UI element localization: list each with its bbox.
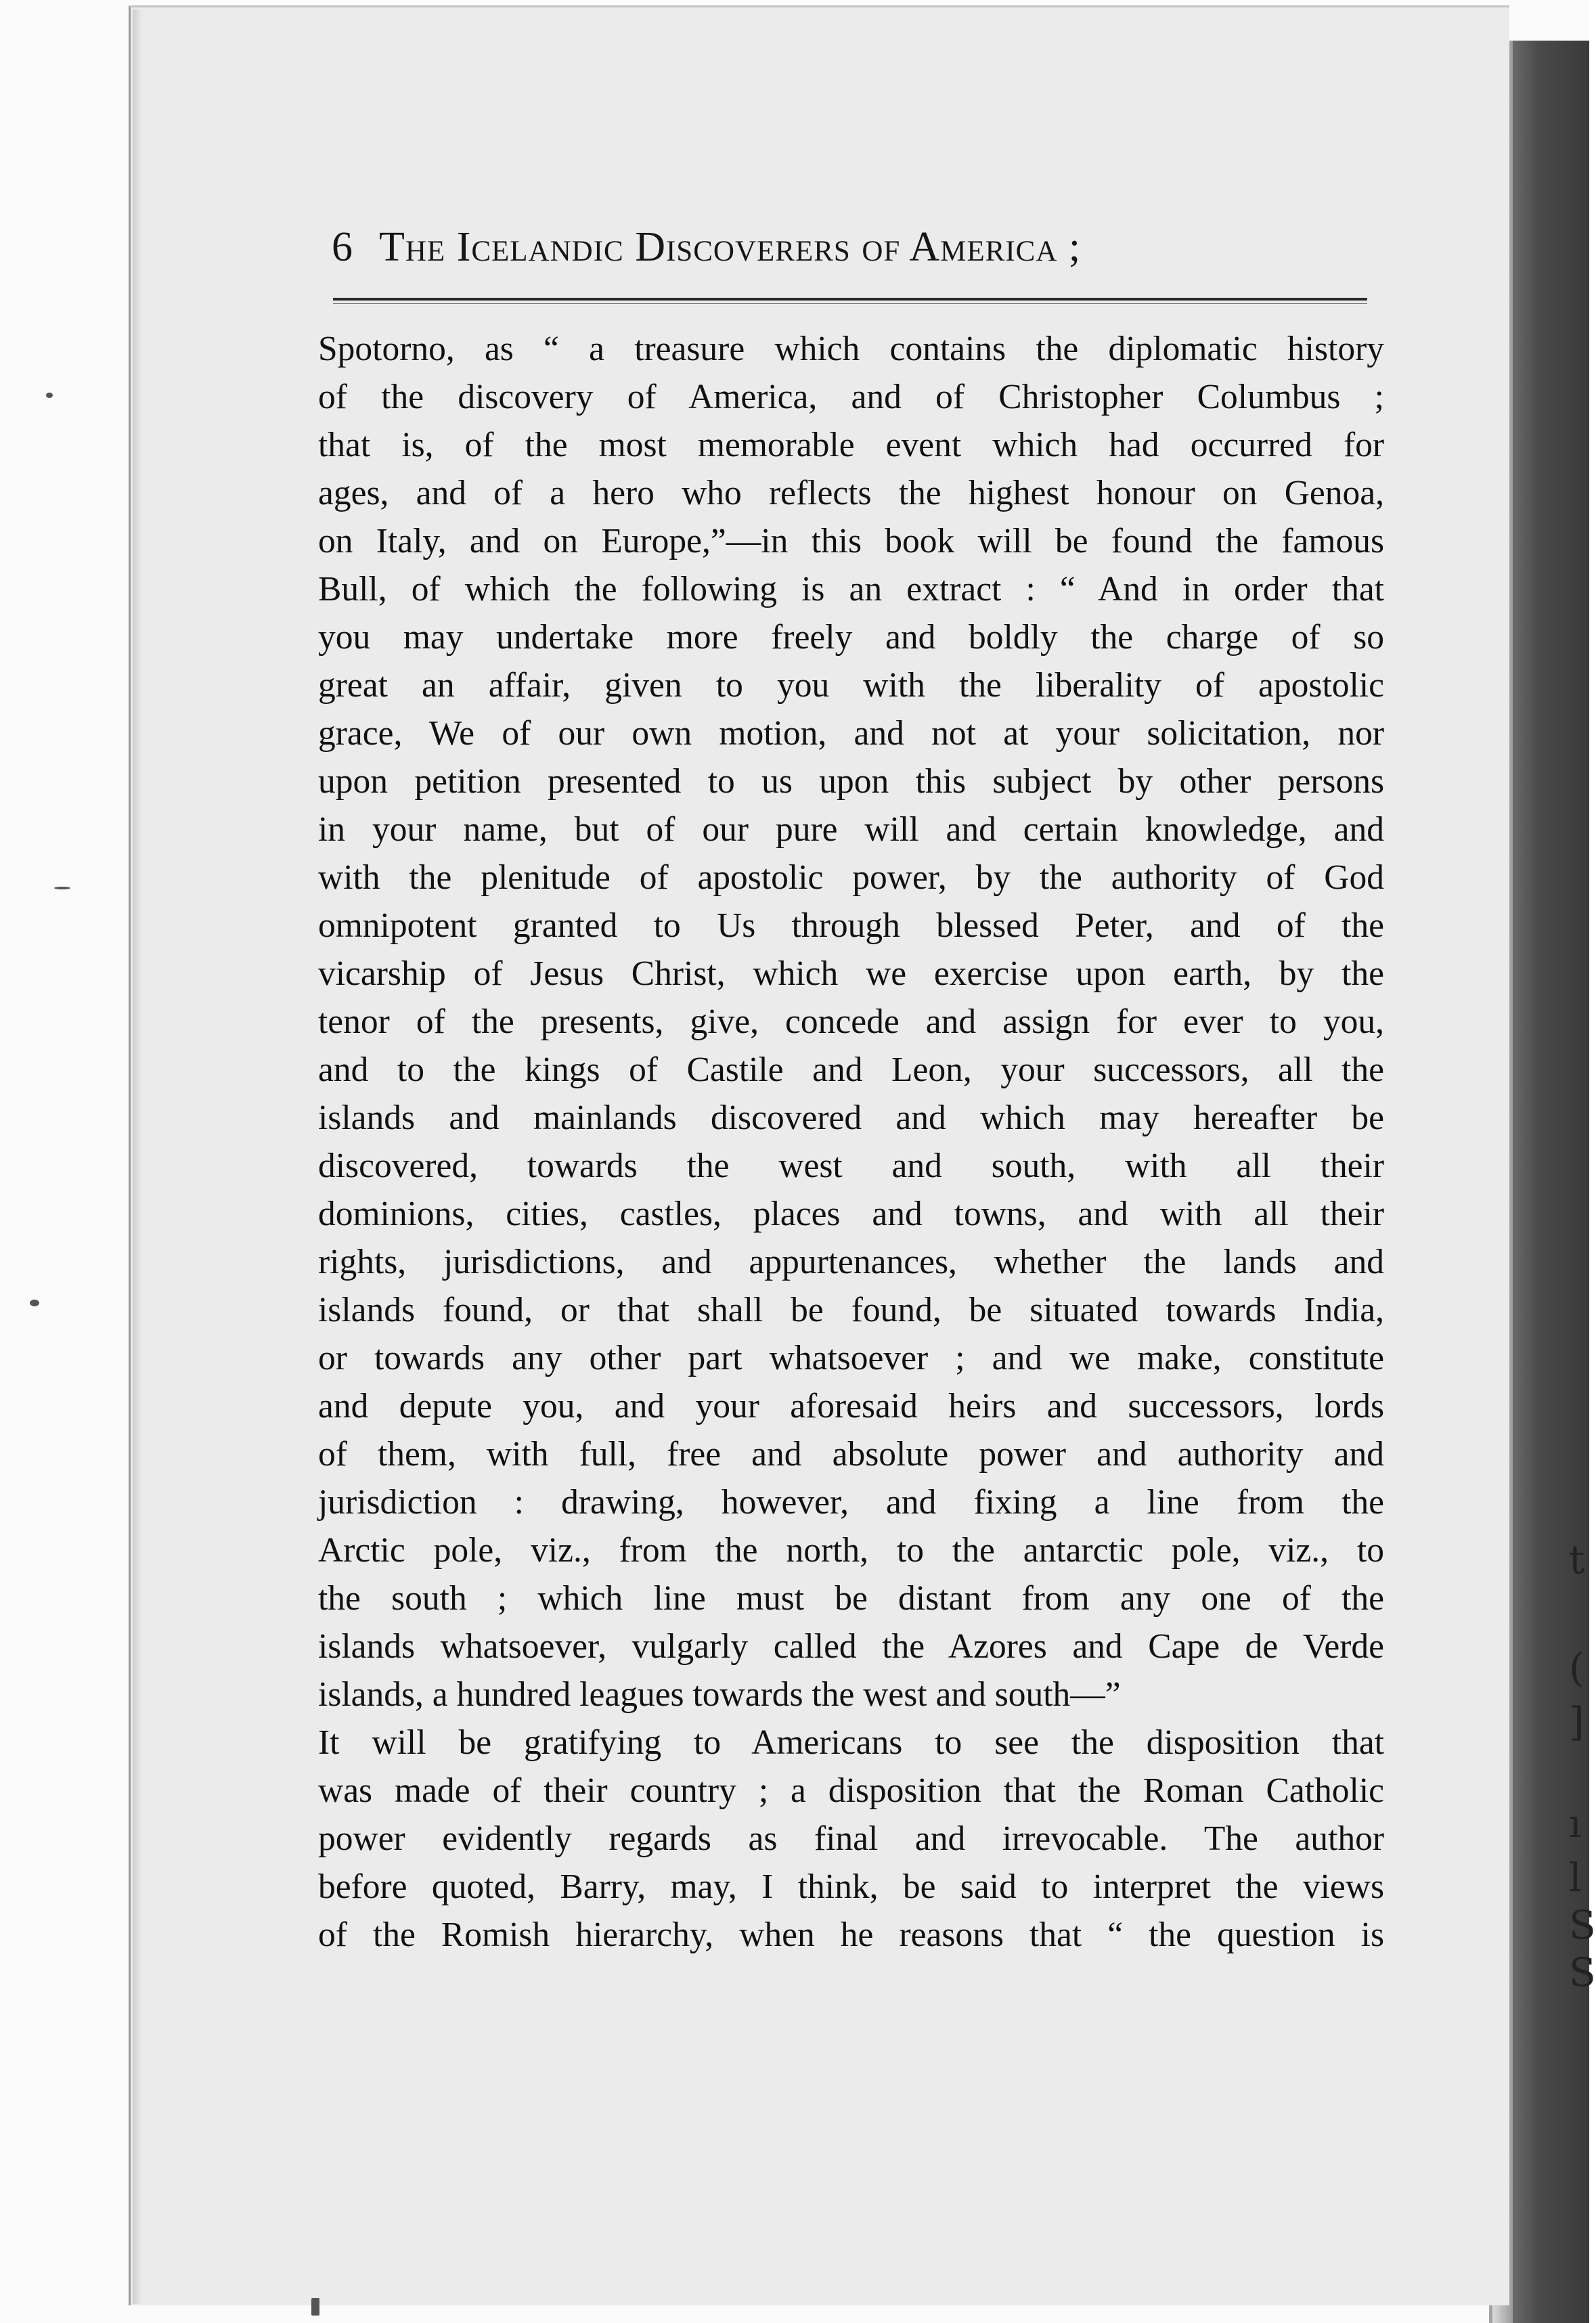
page-number: 6 — [332, 224, 353, 270]
page-left-shade — [133, 9, 142, 2304]
adjacent-page-fragment: ( — [1569, 1645, 1584, 1691]
text-line: islands whatsoever, vulgarly called the Azores and Cape de Verde — [318, 1627, 1384, 1666]
text-line: tenor of the presents, give, concede and assign for ever to you, — [318, 1002, 1384, 1041]
text-line: on Italy, and on Europe,”—in this book will be found the famous — [318, 522, 1384, 560]
text-line: before quoted, Barry, may, I think, be said to interpret the views — [318, 1867, 1384, 1906]
text-line: of them, with full, free and absolute power and authority and — [318, 1435, 1384, 1474]
text-line: Spotorno, as “ a treasure which contains the diplomatic history — [318, 330, 1384, 368]
text-line: dominions, cities, castles, places and towns, and with all their — [318, 1195, 1384, 1233]
text-line: in your name, but of our pure will and certain knowledge, and — [318, 810, 1384, 849]
text-line: rights, jurisdictions, and appurtenances, whether the lands and — [318, 1243, 1384, 1281]
text-line: jurisdiction : drawing, however, and fixing a line from the — [318, 1483, 1384, 1522]
text-line: was made of their country ; a disposition that the Roman Catholic — [318, 1771, 1384, 1810]
adjacent-page-fragment: ı — [1569, 1800, 1582, 1846]
text-line: discovered, towards the west and south, with all their — [318, 1147, 1384, 1185]
scan-speck — [311, 2298, 319, 2316]
text-line: power evidently regards as final and irrevocable. The author — [318, 1819, 1384, 1858]
text-line: and depute you, and your aforesaid heirs and successors, lords — [318, 1387, 1384, 1425]
adjacent-page-fragment: S — [1569, 1902, 1596, 1948]
text-line: islands and mainlands discovered and which may hereafter be — [318, 1099, 1384, 1137]
adjacent-page-fragment: l — [1569, 1855, 1582, 1901]
text-line: Bull, of which the following is an extract : “ And in order that — [318, 570, 1384, 609]
text-line: islands found, or that shall be found, be situated towards India, — [318, 1291, 1384, 1329]
text-line: grace, We of our own motion, and not at your solicitation, nor — [318, 714, 1384, 753]
text-line: or towards any other part whatsoever ; and we make, constitute — [318, 1339, 1384, 1377]
adjacent-page-fragment: ] — [1569, 1699, 1584, 1745]
text-line: It will be gratifying to Americans to see the disposition that — [318, 1723, 1384, 1762]
text-line: ages, and of a hero who reflects the highest honour on Genoa, — [318, 474, 1384, 512]
text-line: Arctic pole, viz., from the north, to the antarctic pole, viz., to — [318, 1531, 1384, 1570]
paragraph — [318, 1719, 1384, 1959]
adjacent-page-fragment: t — [1569, 1536, 1585, 1583]
header-title: The Icelandic Discoverers of America ; — [379, 224, 1082, 270]
text-line: and to the kings of Castile and Leon, your successors, all the — [318, 1050, 1384, 1089]
text-line: that is, of the most memorable event which had occurred for — [318, 426, 1384, 464]
text-line: omnipotent granted to Us through blessed Peter, and of the — [318, 906, 1384, 945]
paragraph — [318, 325, 1384, 1719]
text-line: islands, a hundred leagues towards the west and south—” — [318, 1675, 1121, 1714]
text-line: upon petition presented to us upon this subject by other persons — [318, 762, 1384, 801]
text-line: you may undertake more freely and boldly the charge of so — [318, 618, 1384, 657]
text-line: the south ; which line must be distant from any one of the — [318, 1579, 1384, 1618]
text-line: of the Romish hierarchy, when he reasons that “ the question is — [318, 1916, 1384, 1954]
text-line: of the discovery of America, and of Christopher Columbus ; — [318, 378, 1384, 416]
text-line: with the plenitude of apostolic power, by the authority of God — [318, 858, 1384, 897]
scan-speck — [46, 393, 53, 398]
header-rule — [333, 298, 1367, 301]
header-rule-thin — [333, 303, 1367, 304]
text-line: vicarship of Jesus Christ, which we exercise upon earth, by the — [318, 954, 1384, 993]
text-line: great an affair, given to you with the liberality of apostolic — [318, 666, 1384, 705]
adjacent-page-fragment: S — [1569, 1949, 1596, 1995]
scan-speck — [30, 1300, 39, 1306]
running-header — [332, 223, 1388, 271]
body-text — [318, 325, 1384, 1959]
scan-speck — [54, 887, 70, 889]
